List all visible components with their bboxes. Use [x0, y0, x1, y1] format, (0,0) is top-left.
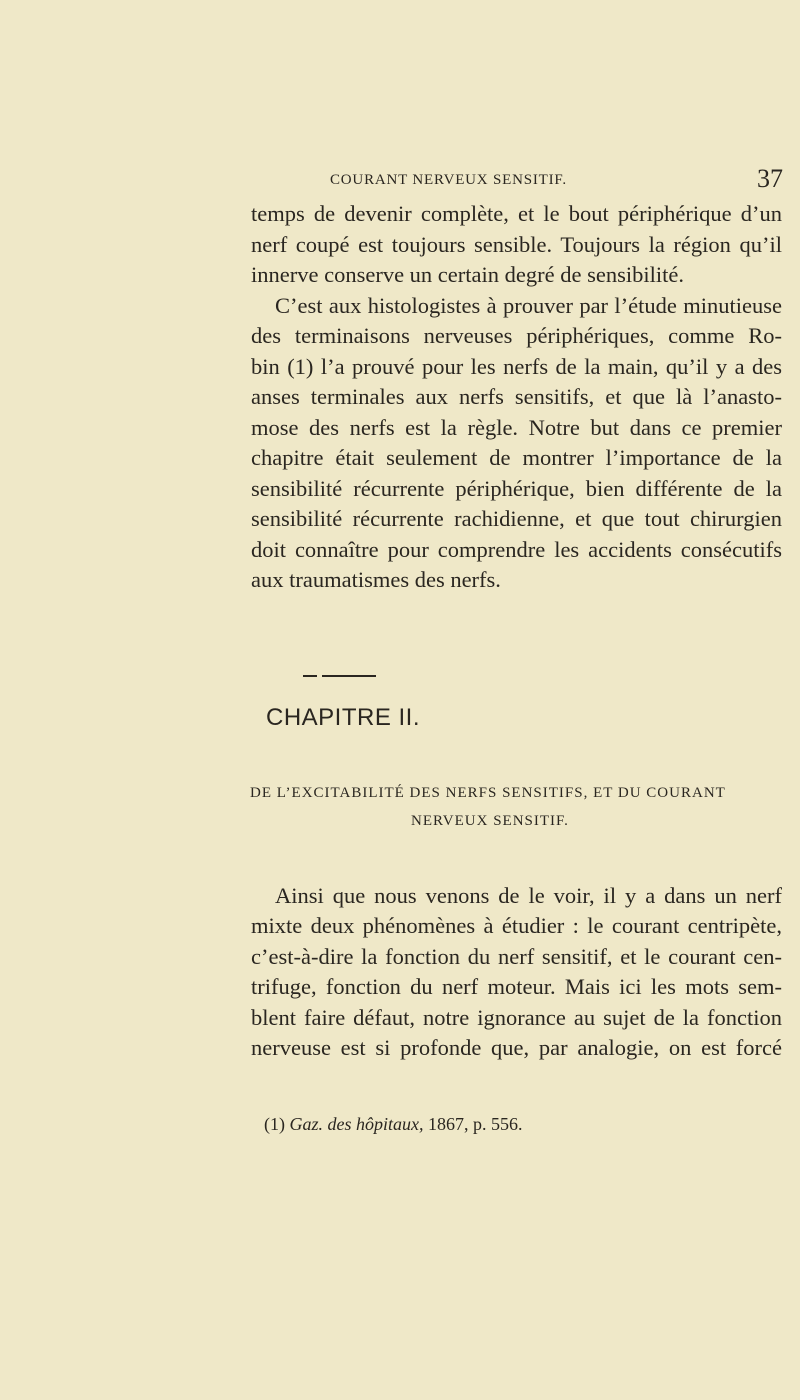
text-line: c’est-à-dire la fonction du nerf sensitif, et le courant cen- — [251, 944, 782, 969]
page-number: 37 — [757, 164, 783, 193]
section-divider — [322, 675, 376, 677]
footnote-details: 1867, p. 556. — [428, 1114, 523, 1134]
footnote-source: Gaz. des hôpitaux, — [289, 1114, 424, 1134]
chapter-title: CHAPITRE II. — [266, 704, 421, 731]
text-line: Ainsi que nous venons de le voir, il y a dans un nerf — [275, 883, 782, 908]
text-line: nerveuse est si profonde que, par analogie, on est forcé — [251, 1035, 782, 1060]
text-line: mose des nerfs est la règle. Notre but dans ce premier — [251, 415, 782, 440]
running-header: COURANT NERVEUX SENSITIF. — [330, 172, 567, 188]
text-line: sensibilité récurrente périphérique, bien différente de la — [251, 476, 782, 501]
section-divider — [303, 675, 317, 677]
text-line: innerve conserve un certain degré de sensibilité. — [251, 262, 684, 287]
text-line: sensibilité récurrente rachidienne, et que tout chirurgien — [251, 506, 782, 531]
text-line: bin (1) l’a prouvé pour les nerfs de la main, qu’il y a des — [251, 354, 782, 379]
text-line: nerf coupé est toujours sensible. Toujours la région qu’il — [251, 232, 782, 257]
footnote — [264, 1114, 523, 1135]
text-line: trifuge, fonction du nerf moteur. Mais ici les mots sem- — [251, 974, 782, 999]
text-line: mixte deux phénomènes à étudier : le courant centripète, — [251, 913, 782, 938]
text-line: aux traumatismes des nerfs. — [251, 567, 501, 592]
text-line: blent faire défaut, notre ignorance au sujet de la fonction — [251, 1005, 782, 1030]
footnote-marker: (1) — [264, 1114, 285, 1134]
text-line: temps de devenir complète, et le bout périphérique d’un — [251, 201, 782, 226]
text-line: doit connaître pour comprendre les accidents consécutifs — [251, 537, 782, 562]
chapter-subtitle: NERVEUX SENSITIF. — [411, 813, 569, 829]
text-line: des terminaisons nerveuses périphériques, comme Ro- — [251, 323, 782, 348]
text-line: chapitre était seulement de montrer l’importance de la — [251, 445, 782, 470]
chapter-subtitle: DE L’EXCITABILITÉ DES NERFS SENSITIFS, ET DU COURANT — [250, 785, 726, 801]
text-line: C’est aux histologistes à prouver par l’étude minutieuse — [275, 293, 782, 318]
text-line: anses terminales aux nerfs sensitifs, et que là l’anasto- — [251, 384, 782, 409]
